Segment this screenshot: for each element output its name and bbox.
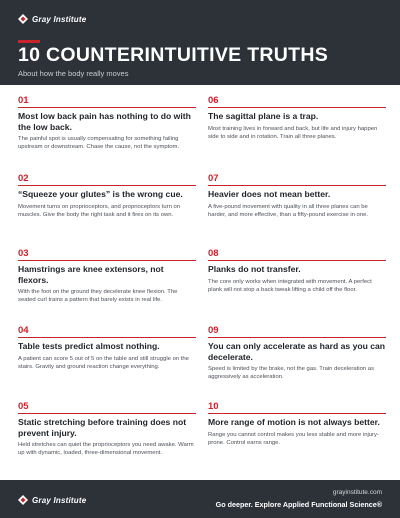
truth-heading: “Squeeze your glutes” is the wrong cue.: [18, 189, 183, 199]
truth-item-07: [208, 173, 386, 219]
truth-item-08: [208, 248, 386, 294]
truth-heading: Planks do not transfer.: [208, 264, 301, 274]
truth-number: 10: [208, 401, 219, 412]
truth-number: 06: [208, 95, 219, 106]
truth-heading: Table tests predict almost nothing.: [18, 341, 160, 351]
footer-logo[interactable]: [18, 495, 86, 505]
truth-heading: Static stretching before training does not prevent injury.: [18, 417, 187, 438]
truth-number: 02: [18, 173, 29, 184]
truth-item-03: [18, 248, 196, 305]
divider: [18, 260, 196, 261]
truth-number: 05: [18, 401, 29, 412]
truth-number: 09: [208, 325, 219, 336]
divider: [18, 185, 196, 186]
footer-brand-name: Gray Institute: [32, 495, 87, 505]
brand-logo[interactable]: [18, 13, 86, 25]
truth-heading: More range of motion is not always better.: [208, 417, 380, 427]
truth-body: Held stretches can quiet the proprioceptors you need awake. Warm up with dynamic, loaded, three-dimensional movement.: [18, 442, 194, 457]
truth-heading: You can only accelerate as hard as you can decelerate.: [208, 341, 386, 362]
truth-number: 03: [18, 248, 29, 259]
divider: [18, 337, 196, 338]
divider: [18, 107, 196, 108]
truth-body: The painful spot is usually compensating for something failing upstream or downstream. Chase the cause, not the symptom.: [18, 136, 180, 151]
brand-name: Gray Institute: [32, 14, 87, 24]
truth-heading: Hamstrings are knee extensors, not flexors.: [18, 264, 164, 285]
truth-body: The core only works when integrated with movement. A perfect plank will not stop a back tweak lifting a child off the floor.: [208, 278, 372, 293]
truth-body: With the foot on the ground they decelerate knee flexion. The seated curl trains a pattern that barely exists in real life.: [18, 289, 178, 304]
divider: [208, 337, 386, 338]
truth-body: Speed is limited by the brake, not the gas. Train deceleration as aggressively as acceleration.: [208, 366, 375, 381]
footer-tagline: Go deeper. Explore Applied Functional Science®: [215, 500, 382, 509]
gray-institute-logo-icon: [18, 495, 28, 505]
truth-body: Most training lives in forward and back, but life and injury happen side to side and in rotation. Train all three planes.: [208, 125, 378, 140]
header-band: [0, 0, 400, 85]
truth-item-01: [18, 95, 196, 152]
truth-body: A five-pound movement with quality in all three planes can be harder, and more effective, than a fifty-pound exercise in one.: [208, 203, 369, 218]
truth-number: 08: [208, 248, 219, 259]
truth-number: 07: [208, 173, 219, 184]
page-title: 10 COUNTERINTUITIVE TRUTHS: [18, 44, 329, 66]
truth-body: Range you cannot control makes you less stable and more injury-prone. Control earns range.: [208, 431, 379, 446]
divider: [208, 260, 386, 261]
truth-item-06: [208, 95, 386, 141]
truth-heading: Heavier does not mean better.: [208, 189, 331, 199]
truth-number: 04: [18, 325, 29, 336]
website-link[interactable]: grayinstitute.com: [332, 489, 382, 496]
truth-body: A patient can score 5 out of 5 on the table and still struggle on the stairs. Gravity and ground reaction change everything.: [18, 355, 189, 370]
truth-heading: The sagittal plane is a trap.: [208, 111, 319, 121]
truth-item-02: [18, 173, 196, 219]
truth-body: Movement turns on proprioceptors, and proprioceptors turn on muscles. Give the body the right task and it fires on its own.: [18, 203, 181, 218]
truth-item-09: [208, 325, 386, 382]
accent-bar: [18, 40, 40, 43]
divider: [18, 413, 196, 414]
truth-item-10: [208, 401, 386, 447]
divider: [208, 413, 386, 414]
divider: [208, 107, 386, 108]
truth-item-05: [18, 401, 196, 458]
footer-band: [0, 480, 400, 518]
gray-institute-logo-icon: [18, 14, 28, 24]
divider: [208, 185, 386, 186]
page-subtitle: About how the body really moves: [18, 69, 129, 78]
truth-heading: Most low back pain has nothing to do with the low back.: [18, 111, 191, 132]
truth-number: 01: [18, 95, 29, 106]
truth-item-04: [18, 325, 196, 371]
